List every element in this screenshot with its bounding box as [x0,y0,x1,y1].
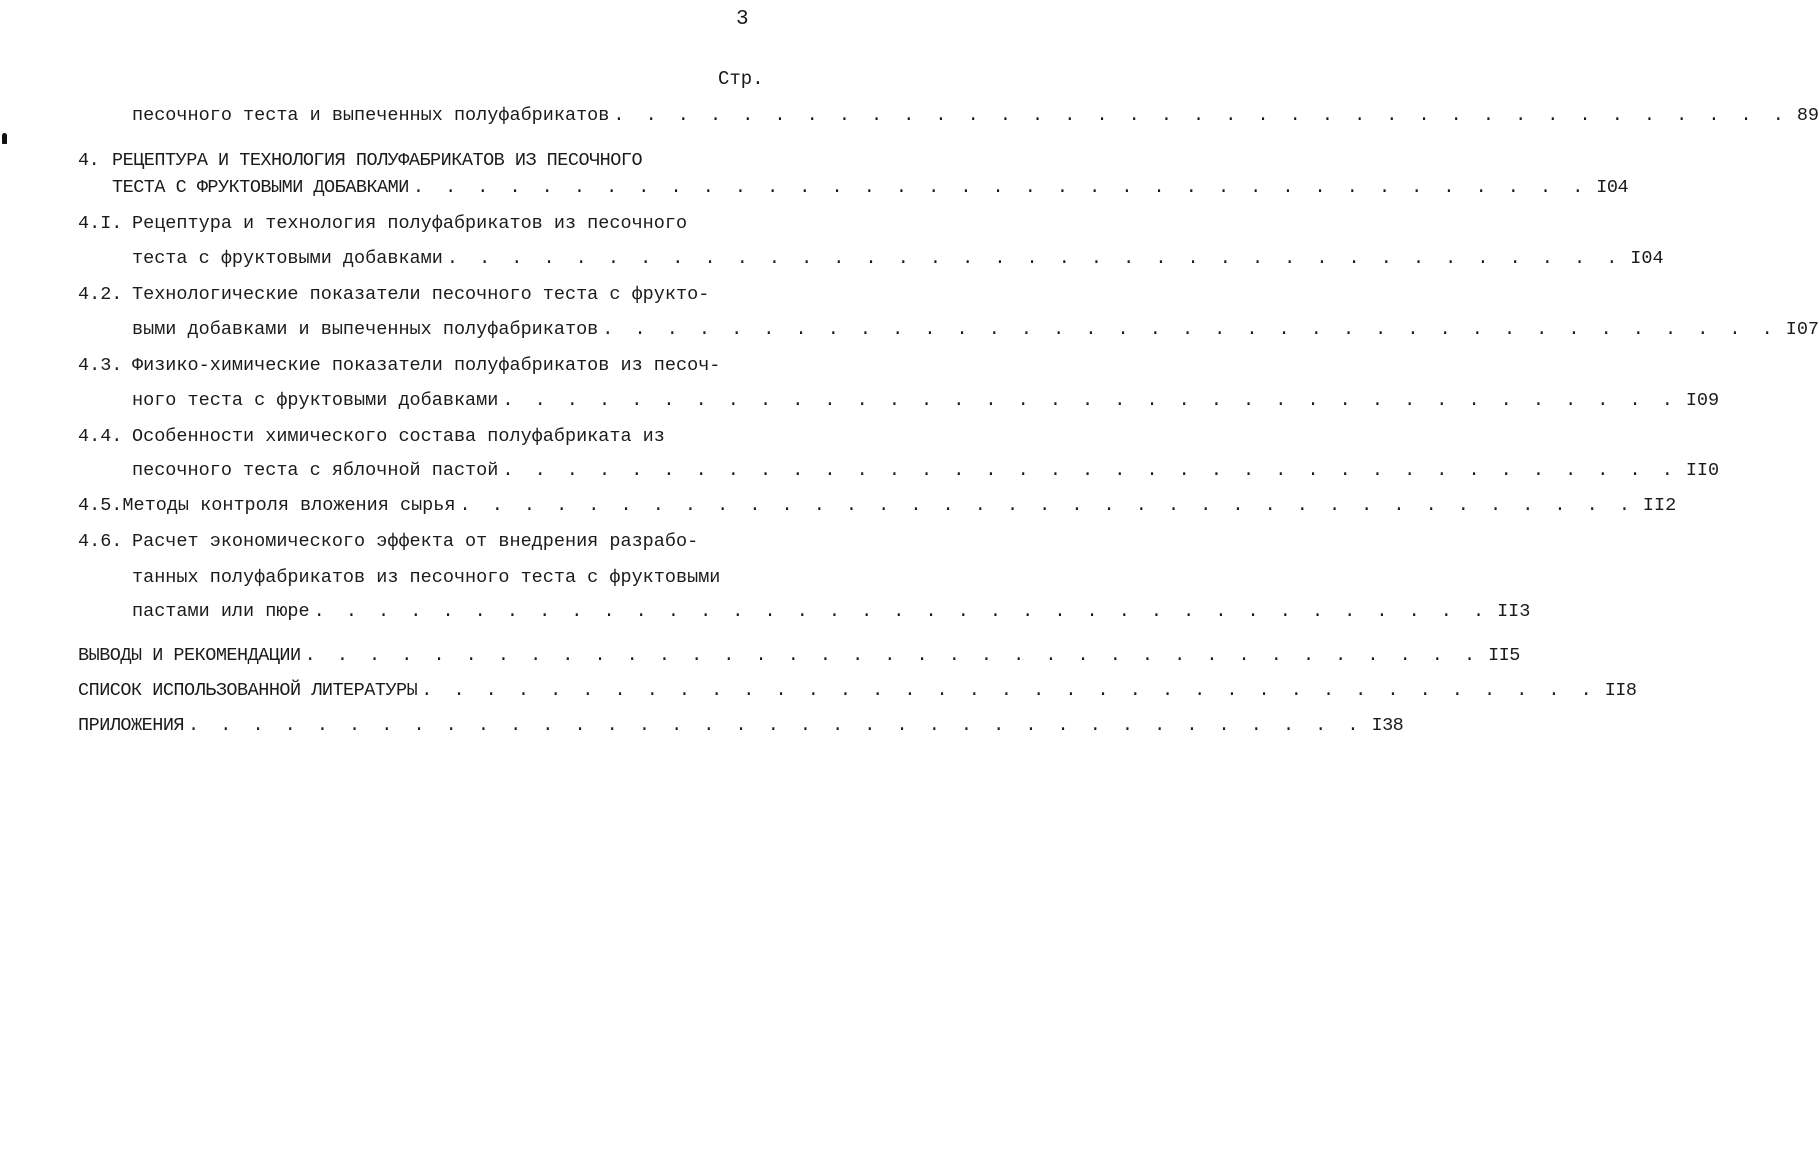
toc-page-number: I07 [1785,319,1819,340]
dot-leader: . . . . . . . . . . . . . . . . . . . . . . . . . . . . . . . . . . . . . [421,680,1597,701]
toc-section-title-line2: танных полуфабрикатов из песочного теста с фруктовыми [132,567,721,588]
toc-page-number: II3 [1497,601,1531,622]
toc-chapter-title-line2: ТЕСТА С ФРУКТОВЫМИ ДОБАВКАМИ [112,177,409,198]
toc-entry-text: ПРИЛОЖЕНИЯ [78,715,185,736]
dot-leader: . . . . . . . . . . . . . . . . . . . . . . . . . . . . . . . . . . . . . [412,177,1589,198]
toc-section-title-line2: ного теста с фруктовыми добавками [132,390,499,411]
toc-section-title-line1: Особенности химического состава полуфабриката из [132,426,665,447]
toc-section-title-line1: Расчет экономического эффекта от внедрения разрабо- [132,531,699,552]
toc-page-number: II2 [1642,495,1677,516]
dot-leader: . . . . . . . . . . . . . . . . . . . . . . . . . . . . . . . . . . . . . [602,319,1778,340]
toc-section-title-line2: теста с фруктовыми добавками [132,248,443,269]
toc-entry-appendices [78,713,1404,739]
toc-section-number: 4.I. [78,213,123,234]
toc-page-number: II0 [1685,460,1720,481]
dot-leader: . . . . . . . . . . . . . . . . . . . . . . . . . . . . . . . . . . . . . [304,645,1481,666]
dot-leader: . . . . . . . . . . . . . . . . . . . . . . . . . . . . . . . . . . . . . [613,105,1789,126]
toc-section-number: 4.5. [78,495,123,516]
dot-leader: . . . . . . . . . . . . . . . . . . . . . . . . . . . . . . . . . . . . . [502,460,1678,481]
toc-section-4-5 [78,493,1677,519]
dot-leader: . . . . . . . . . . . . . . . . . . . . . . . . . . . . . . . . . . . . . [502,390,1678,411]
toc-entry-text: ВЫВОДЫ И РЕКОМЕНДАЦИИ [78,645,301,666]
toc-page-number: I04 [1596,177,1629,198]
toc-page-number: 89 [1796,105,1819,126]
page-column-heading: Стр. [718,68,764,90]
toc-chapter-title-line1: РЕЦЕПТУРА И ТЕХНОЛОГИЯ ПОЛУФАБРИКАТОВ ИЗ ПЕСОЧНОГО [112,150,643,171]
toc-section-title-line1: Методы контроля вложения сырья [122,495,456,516]
toc-section-title-line2: песочного теста с яблочной пастой [132,460,499,481]
dot-leader: . . . . . . . . . . . . . . . . . . . . . . . . . . . . . . . . . . . . . [459,495,1635,516]
toc-section-number: 4.6. [78,531,123,552]
page-number: 3 [736,8,749,31]
toc-entry-continued [132,103,1819,129]
toc-section-title-line3: пастами или пюре [132,601,310,622]
toc-section-number: 4.2. [78,284,123,305]
toc-section-number: 4.3. [78,355,123,376]
toc-page-number: II5 [1488,645,1520,666]
toc-section-title-line2: выми добавками и выпеченных полуфабрикатов [132,319,599,340]
toc-section-title-line1: Физико-химические показатели полуфабрикатов из песоч- [132,355,721,376]
toc-entry-text: СПИСОК ИСПОЛЬЗОВАННОЙ ЛИТЕРАТУРЫ [78,680,418,701]
dot-leader: . . . . . . . . . . . . . . . . . . . . . . . . . . . . . . . . . . . . . [313,601,1490,622]
margin-mark [2,133,7,144]
toc-section-number: 4.4. [78,426,123,447]
dot-leader: . . . . . . . . . . . . . . . . . . . . . . . . . . . . . . . . . . . . . [188,715,1364,736]
toc-entry-references [78,678,1637,704]
toc-page-number: I09 [1685,390,1720,411]
toc-entry-conclusions [78,643,1520,669]
toc-section-title-line1: Технологические показатели песочного теста с фрукто- [132,284,710,305]
toc-entry-text: песочного теста и выпеченных полуфабрикатов [132,105,610,126]
dot-leader: . . . . . . . . . . . . . . . . . . . . . . . . . . . . . . . . . . . . . [446,248,1623,269]
toc-page-number: II8 [1604,680,1637,701]
toc-section-title-line1: Рецептура и технология полуфабрикатов из песочного [132,213,688,234]
toc-page-number: I38 [1371,715,1404,736]
toc-chapter-number: 4. [78,150,100,171]
toc-page-number: I04 [1630,248,1664,269]
